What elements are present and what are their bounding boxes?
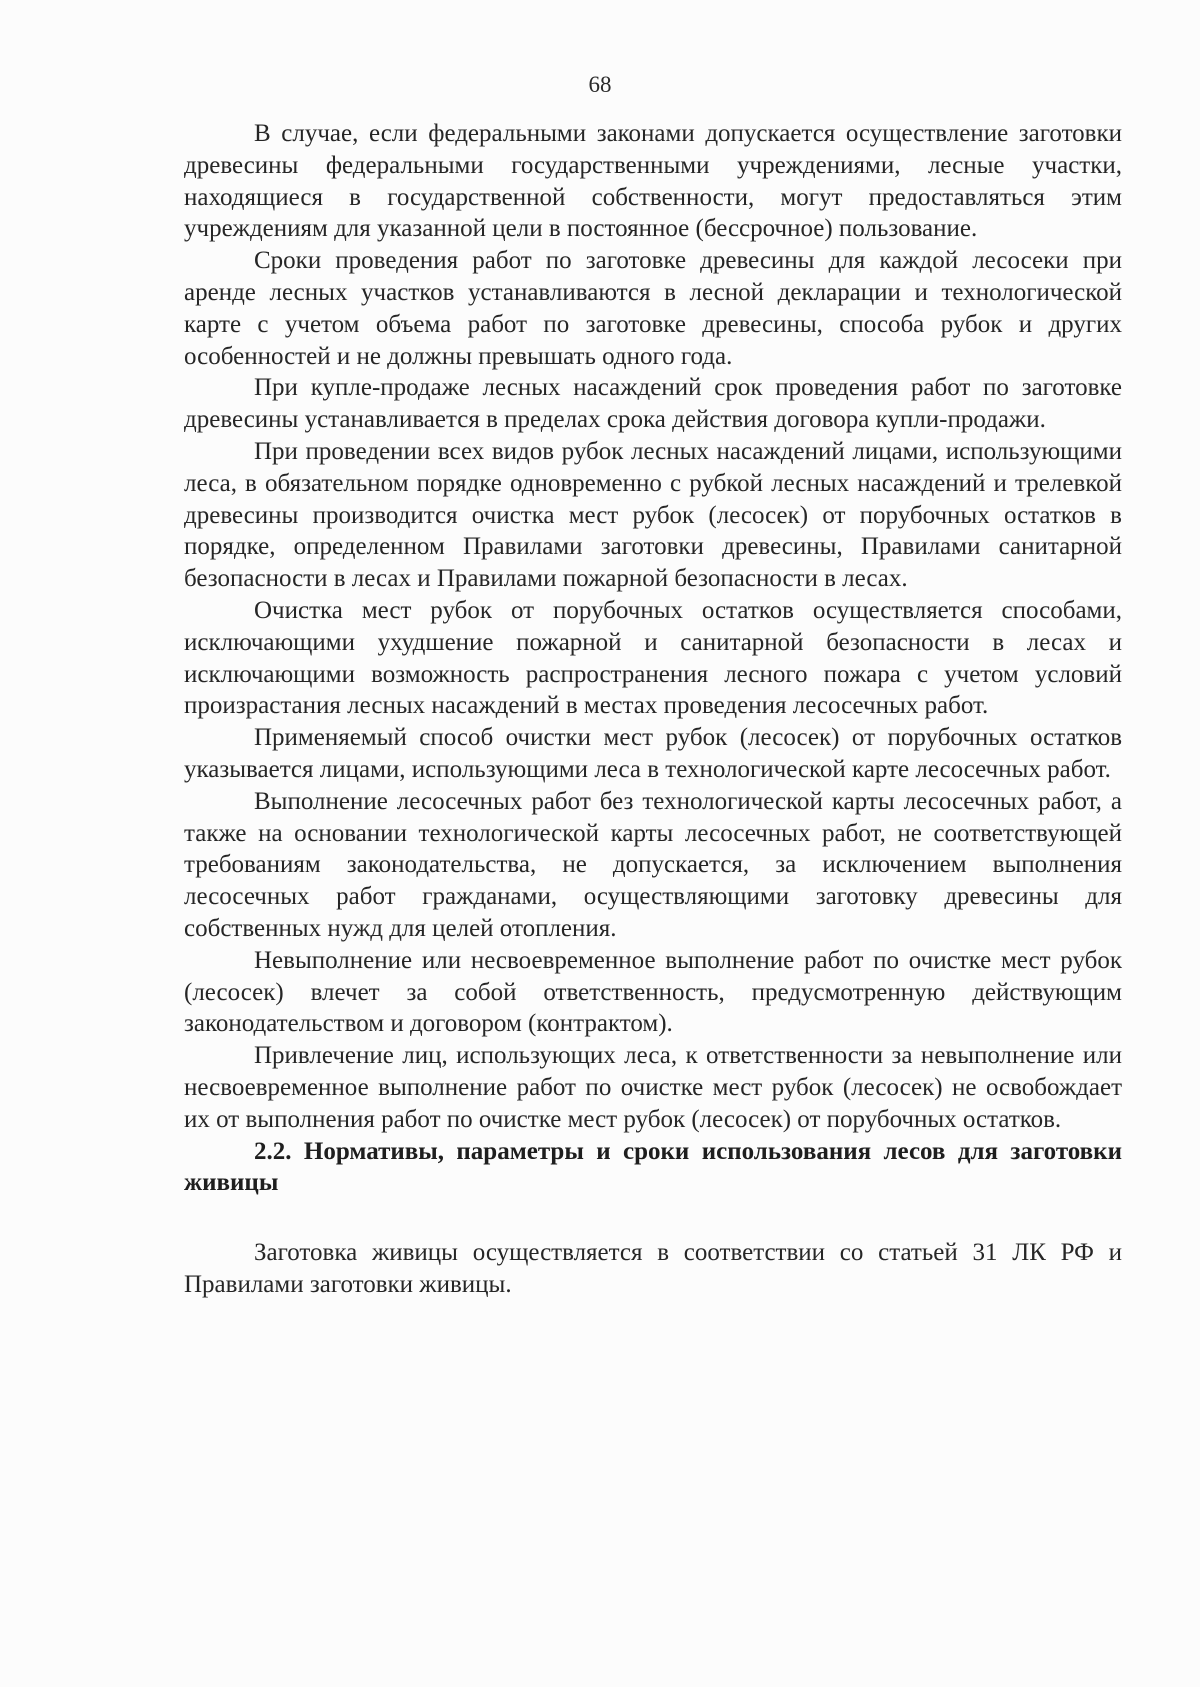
document-body (184, 118, 1122, 1301)
paragraph-cleaning-requirement: При проведении всех видов рубок лесных насаждений лицами, использующими леса, в обязательном порядке одновременно с рубкой лесных насаждений и трелевкой древесины производится очистка мест рубок (лесосек) от порубочных остатков в порядке, определенном Правилами заготовки древесины, Правилами санитарной безопасности в лесах и Правилами пожарной безопасности в лесах. (184, 437, 1122, 593)
paragraph-liability-not-exempt: Привлечение лиц, использующих леса, к ответственности за невыполнение или несвоевременное выполнение работ по очистке мест рубок (лесосек) не освобождает их от выполнения работ по очистке мест рубок (лесосек) от порубочных остатков. (184, 1042, 1122, 1133)
paragraph-technological-map: Выполнение лесосечных работ без технологической карты лесосечных работ, а также на основании технологической карты лесосечных работ, не соответствующей требованиям законодательства, не допускается, за исключением выполнения лесосечных работ гражданами, осуществляющими заготовку древесины для собственных нужд для целей отопления. (184, 787, 1122, 942)
paragraph-cleaning-methods: Очистка мест рубок от порубочных остатков осуществляется способами, исключающими ухудшение пожарной и санитарной безопасности в лесах и исключающими возможность распространения лесного пожара с учетом условий произрастания лесных насаждений в местах проведения лесосечных работ. (184, 596, 1122, 720)
paragraph-cleaning-method-indication: Применяемый способ очистки мест рубок (лесосек) от порубочных остатков указывается лицами, использующими леса в технологической карте лесосечных работ. (184, 724, 1122, 783)
paragraph-federal-institutions: В случае, если федеральными законами допускается осуществление заготовки древесины федеральными государственными учреждениями, лесные участки, находящиеся в государственной собственности, могут предоставляться этим учреждениям для указанной цели в постоянное (бессрочное) пользование. (184, 120, 1122, 243)
paragraph-purchase-sale: При купле-продаже лесных насаждений срок проведения работ по заготовке древесины устанавливается в пределах срока действия договора купли-продажи. (184, 374, 1122, 434)
page-number: 68 (588, 72, 612, 97)
paragraph-work-terms: Сроки проведения работ по заготовке древесины для каждой лесосеки при аренде лесных участков устанавливаются в лесной декларации и технологической карте с учетом объема работ по заготовке древесины, способа рубок и других особенностей и не должны превышать одного года. (184, 247, 1122, 370)
section-heading: 2.2. Нормативы, параметры и сроки использования лесов для заготовки живицы (184, 1137, 1122, 1197)
section-body-paragraph: Заготовка живицы осуществляется в соответствии со статьей 31 ЛК РФ и Правилами заготовки живицы. (184, 1239, 1122, 1298)
paragraph-responsibility: Невыполнение или несвоевременное выполнение работ по очистке мест рубок (лесосек) влечет за собой ответственность, предусмотренную действующим законодательством и договором (контрактом). (184, 946, 1122, 1038)
